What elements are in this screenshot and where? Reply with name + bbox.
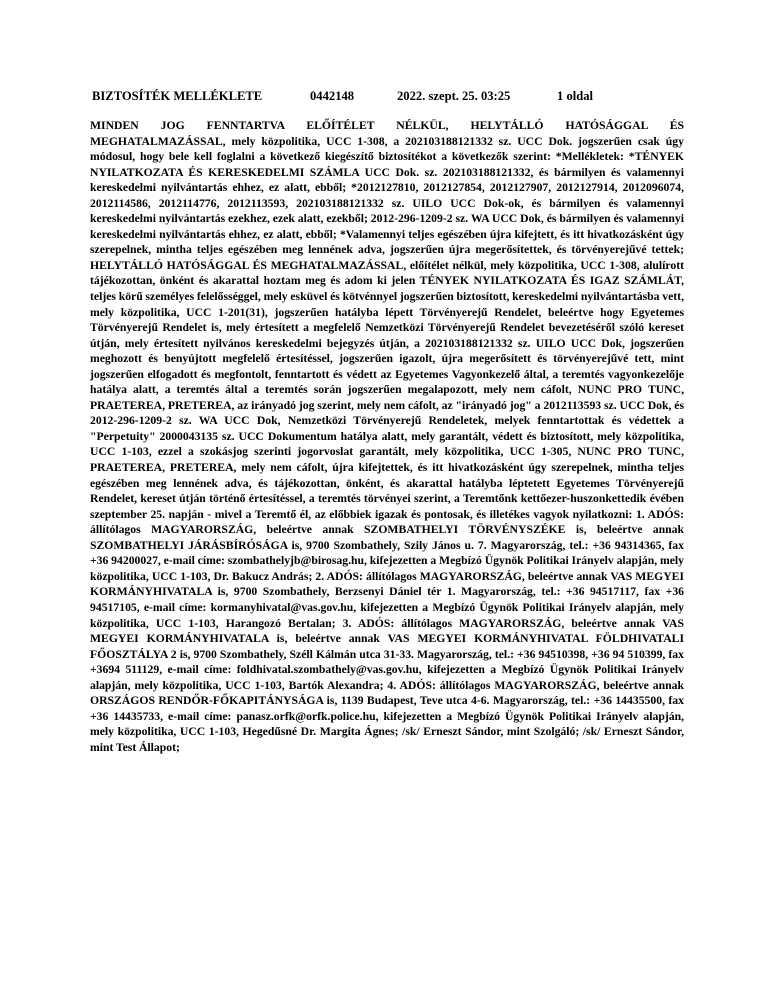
document-header: [92, 89, 692, 107]
page-count: 1 oldal: [557, 89, 594, 103]
document-datetime: 2022. szept. 25. 03:25: [397, 89, 511, 103]
document-body-text: MINDEN JOG FENNTARTVA ELŐÍTÉLET NÉLKÜL, HELYTÁLLÓ HATÓSÁGGAL ÉS MEGHATALMAZÁSSAL, mely közpolitika, UCC 1-308, a 202103188121332 sz. UCC Dok. jogszerűen csak úgy módosul, hogy bele kell foglalni a következő kiegészítő biztosítékot a következők szerint: *Mellékletek: *TÉNYEK NYILATKOZATA ÉS KERESKEDELMI SZÁMLA UCC Dok. sz. 202103188121332, és bármilyen és valamennyi kereskedelmi nyilvántartás ehhez, ez alatt, ebből; *2012127810, 2012127854, 2012127907, 2012127914, 2012096074, 2012114586, 2012114776, 2012113593, 202103188121332 sz. UILO UCC Dok-ok, és bármilyen és valamennyi kereskedelmi nyilvántartás ezekhez, ezek alatt, ezekből; 2012-296-1209-2 sz. WA UCC Dok, és bármilyen és valamennyi kereskedelmi nyilvántartás ehhez, ez alatt, ebből; *Valamennyi teljes egészében újra kifejtett, és itt hivatkozásként úgy szerepelnek, mintha teljes egészében meg lennének adva, jogszerűen újra megerősítettek, és törvényerejűvé tettek; HELYTÁLLÓ HATÓSÁGGAL ÉS MEGHATALMAZÁSSAL, előítélet nélkül, mely közpolitika, UCC 1-308, alulírott tájékozottan, önként és akarattal hoztam meg és adom ki jelen TÉNYEK NYILATKOZATA ÉS IGAZ SZÁMLÁT, teljes körű személyes felelősséggel, mely esküvel és kötvénnyel jogszerűen biztosított, kereskedelmi nyilvántartásba vett, mely közpolitika, UCC 1-201(31), jogszerűen hatályba lépett Törvényerejű Rendelet, beleértve hogy Egyetemes Törvényerejű Rendelet is, mely értesített a megfelelő Nemzetközi Törvényerejű Rendelet bevezetéséről szóló kereset útján, mely értesített nyilvános kereskedelmi bejegyzés útján, a 202103188121332 sz. UILO UCC Dok, jogszerűen meghozott és benyújtott megfelelő értesítéssel, jogszerűen igazolt, újra megerősített és törvényerejűvé tett, mint jogszerűen elfogadott és megfontolt, fenntartott és védett az Egyetemes Vagyonkezelő által, a teremtés vagyonkezelője hatálya alatt, a teremtés által a teremtés során jogszerűen megalapozott, mely nem cáfolt, NUNC PRO TUNC, PRAETEREA, PRETEREA, az irányadó jog szerint, mely nem cáfolt, az "irányadó jog" a 2012113593 sz. UCC Dok, és 2012-296-1209-2 sz. WA UCC Dok, Nemzetközi Törvényerejű Rendeletek, melyek fenntartottak és védettek a "Perpetuity" 2000043135 sz. UCC Dokumentum hatálya alatt, mely garantált, védett és biztosított, mely közpolitika, UCC 1-103, ezzel a szokásjog szerinti jogorvoslat garantált, mely közpolitika, UCC 1-305, NUNC PRO TUNC, PRAETEREA, PRETEREA, mely nem cáfolt, újra kifejtettek, és itt hivatkozásként úgy szerepelnek, mintha teljes egészében meg lennének adva, és tájékozottan, önként, és akarattal hatályba léptetett Egyetemes Törvényerejű Rendelet, kereset útján történő értesítéssel, a teremtés törvényei szerint, a Teremtőnk kettőezer-huszonkettedik évében szeptember 25. napján - mivel a Teremtő él, az előbbiek igazak és pontosak, és illetékes vagyok nyilatkozni: 1. ADÓS: állítólagos MAGYARORSZÁG, beleértve annak SZOMBATHELYI TÖRVÉNYSZÉKE is, beleértve annak SZOMBATHELYI JÁRÁSBÍRÓSÁGA is, 9700 Szombathely, Szily János u. 7. Magyarország, tel.: +36 94314365, fax +36 94200027, e-mail címe: szombathelyjb@birosag.hu, kifejezetten a Megbízó Ügynök Politikai Irányelv alapján, mely közpolitika, UCC 1-103, Dr. Bakucz András; 2. ADÓS: állítólagos MAGYARORSZÁG, beleértve annak VAS MEGYEI KORMÁNYHIVATALA is, 9700 Szombathely, Berzsenyi Dániel tér 1. Magyarország, tel.: +36 94517117, fax +36 94517105, e-mail címe: kormanyhivatal@vas.gov.hu, kifejezetten a Megbízó Ügynök Politikai Irányelv alapján, mely közpolitika, UCC 1-103, Harangozó Bertalan; 3. ADÓS: állítólagos MAGYARORSZÁG, beleértve annak VAS MEGYEI KORMÁNYHIVATALA is, beleértve annak VAS MEGYEI KORMÁNYHIVATAL FÖLDHIVATALI FŐOSZTÁLYA 2 is, 9700 Szombathely, Széll Kálmán utca 31-33. Magyarország, tel.: +36 94510398, +36 94 510399, fax +3694 511129, e-mail címe: foldhivatal.szombathely@vas.gov.hu, kifejezetten a Megbízó Ügynök Politikai Irányelv alapján, mely közpolitika, UCC 1-103, Bartók Alexandra; 4. ADÓS: állítólagos MAGYARORSZÁG, beleértve annak ORSZÁGOS RENDŐR-FŐKAPITÁNYSÁGA is, 1139 Budapest, Teve utca 4-6. Magyarország, tel.: +36 14435500, fax +36 14435733, e-mail címe: panasz.orfk@orfk.police.hu, kifejezetten a Megbízó Ügynök Politikai Irányelv alapján, mely közpolitika, UCC 1-103, Hegedűsné Dr. Margita Ágnes; /sk/ Erneszt Sándor, mint Szolgáló; /sk/ Erneszt Sándor, mint Test Állapot;: [90, 119, 684, 754]
document-number: 0442148: [310, 89, 355, 103]
document-title: BIZTOSÍTÉK MELLÉKLETE: [92, 89, 263, 103]
